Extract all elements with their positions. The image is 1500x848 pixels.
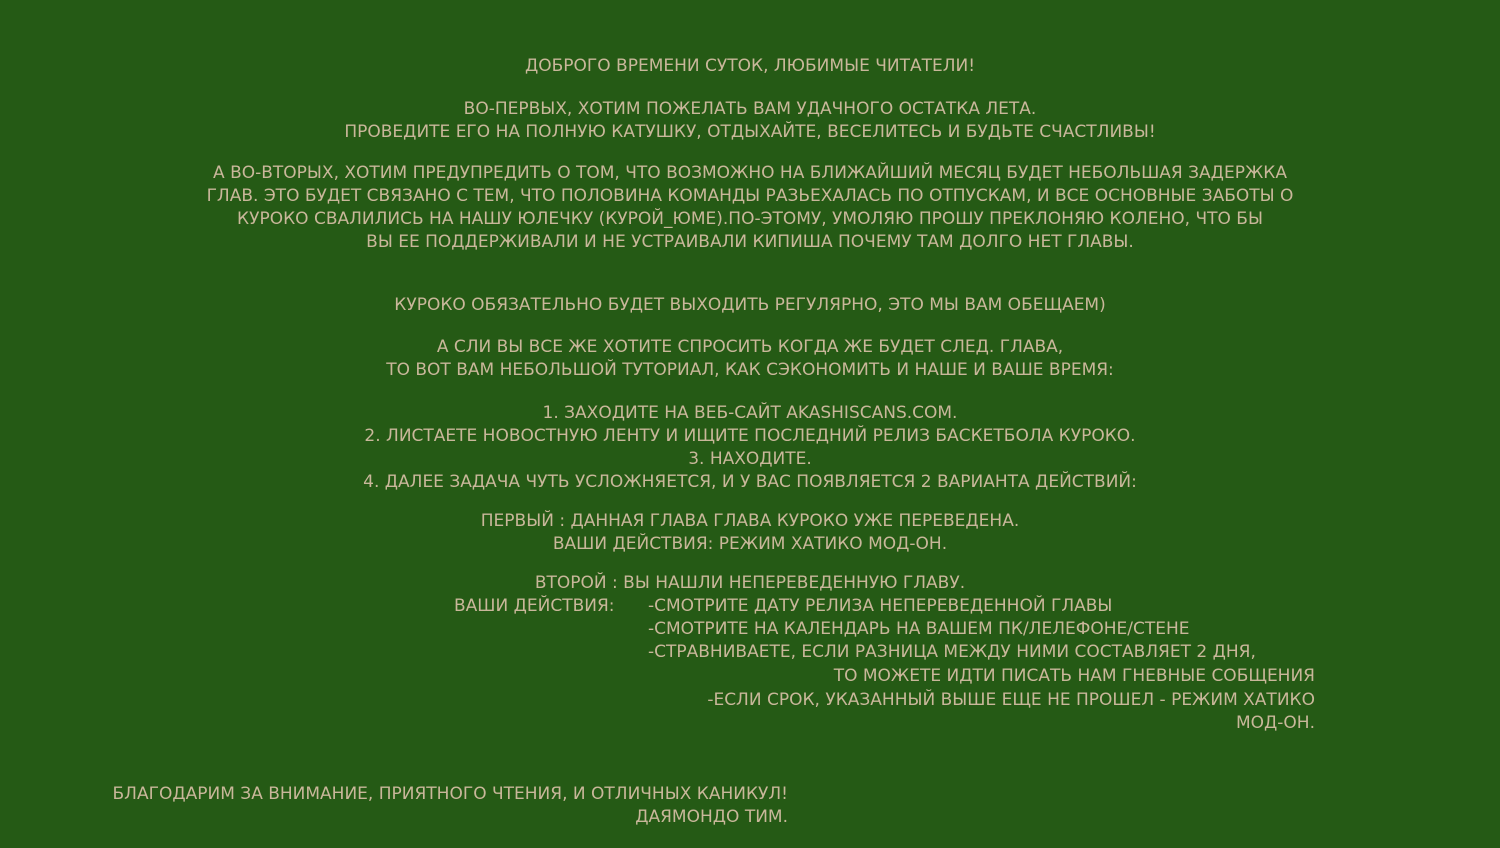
tutorial-intro-line: А СЛИ ВЫ ВСЕ ЖЕ ХОТИТЕ СПРОСИТЬ КОГДА ЖЕ БУДЕТ СЛЕД. ГЛАВА, bbox=[436, 337, 1064, 357]
greeting: ДОБРОГО ВРЕМЕНИ СУТОК, ЛЮБИМЫЕ ЧИТАТЕЛИ! bbox=[524, 56, 976, 76]
delay-notice-line: КУРОКО СВАЛИЛИСЬ НА НАШУ ЮЛЕЧКУ (КУРОЙ_ЮМЕ).ПО-ЭТОМУ, УМОЛЯЮ ПРОШУ ПРЕКЛОНЯЮ КОЛЕНО, ЧТО БЫ bbox=[237, 209, 1263, 229]
wish-line: ВО-ПЕРВЫХ, ХОТИМ ПОЖЕЛАТЬ ВАМ УДАЧНОГО ОСТАТКА ЛЕТА. bbox=[463, 99, 1037, 119]
option-second-action: -СМОТРИТЕ ДАТУ РЕЛИЗА НЕПЕРЕВЕДЕННОЙ ГЛАВЫ bbox=[648, 596, 1113, 616]
option-second-action: -ЕСЛИ СРОК, УКАЗАННЫЙ ВЫШЕ ЕЩЕ НЕ ПРОШЕЛ - РЕЖИМ ХАТИКО bbox=[707, 690, 1315, 710]
step-item: 3. НАХОДИТЕ. bbox=[688, 449, 812, 469]
step-item: 2. ЛИСТАЕТЕ НОВОСТНУЮ ЛЕНТУ И ИЩИТЕ ПОСЛЕДНИЙ РЕЛИЗ БАСКЕТБОЛА КУРОКО. bbox=[364, 426, 1136, 446]
promise-line: КУРОКО ОБЯЗАТЕЛЬНО БУДЕТ ВЫХОДИТЬ РЕГУЛЯРНО, ЭТО МЫ ВАМ ОБЕЩАЕМ) bbox=[394, 295, 1106, 315]
delay-notice-line: А ВО-ВТОРЫХ, ХОТИМ ПРЕДУПРЕДИТЬ О ТОМ, ЧТО ВОЗМОЖНО НА БЛИЖАЙШИЙ МЕСЯЦ БУДЕТ НЕБОЛЬШАЯ ЗАДЕРЖКА bbox=[213, 163, 1287, 183]
delay-notice-line: ГЛАВ. ЭТО БУДЕТ СВЯЗАНО С ТЕМ, ЧТО ПОЛОВИНА КОМАНДЫ РАЗЬЕХАЛАСЬ ПО ОТПУСКАМ, И ВСЕ ОСНОВНЫЕ ЗАБОТЫ О bbox=[206, 186, 1294, 206]
closing-line: БЛАГОДАРИМ ЗА ВНИМАНИЕ, ПРИЯТНОГО ЧТЕНИЯ, И ОТЛИЧНЫХ КАНИКУЛ! bbox=[112, 784, 788, 804]
step-item: 4. ДАЛЕЕ ЗАДАЧА ЧУТЬ УСЛОЖНЯЕТСЯ, И У ВАС ПОЯВЛЯЕТСЯ 2 ВАРИАНТА ДЕЙСТВИЙ: bbox=[363, 472, 1137, 492]
option-second-action: -СТРАВНИВАЕТЕ, ЕСЛИ РАЗНИЦА МЕЖДУ НИМИ СОСТАВЛЯЕТ 2 ДНЯ, bbox=[648, 642, 1256, 662]
option-second-heading: ВТОРОЙ : ВЫ НАШЛИ НЕПЕРЕВЕДЕННУЮ ГЛАВУ. bbox=[534, 573, 966, 593]
signature: ДАЯМОНДО ТИМ. bbox=[635, 807, 788, 827]
option-first-line: ВАШИ ДЕЙСТВИЯ: РЕЖИМ ХАТИКО МОД-ОН. bbox=[552, 534, 948, 554]
delay-notice-line: ВЫ ЕЕ ПОДДЕРЖИВАЛИ И НЕ УСТРАИВАЛИ КИПИША ПОЧЕМУ ТАМ ДОЛГО НЕТ ГЛАВЫ. bbox=[366, 232, 1134, 252]
option-first-line: ПЕРВЫЙ : ДАННАЯ ГЛАВА ГЛАВА КУРОКО УЖЕ ПЕРЕВЕДЕНА. bbox=[480, 511, 1020, 531]
option-second-action: ТО МОЖЕТЕ ИДТИ ПИСАТЬ НАМ ГНЕВНЫЕ СОБЩЕНИЯ bbox=[833, 666, 1315, 686]
option-second-action: -СМОТРИТЕ НА КАЛЕНДАРЬ НА ВАШЕМ ПК/ЛЕЛЕФОНЕ/СТЕНЕ bbox=[648, 619, 1190, 639]
wish-line: ПРОВЕДИТЕ ЕГО НА ПОЛНУЮ КАТУШКУ, ОТДЫХАЙТЕ, ВЕСЕЛИТЕСЬ И БУДЬТЕ СЧАСТЛИВЫ! bbox=[344, 122, 1156, 142]
step-item: 1. ЗАХОДИТЕ НА ВЕБ-САЙТ AKASHISCANS.COM. bbox=[542, 403, 958, 423]
tutorial-intro-line: ТО ВОТ ВАМ НЕБОЛЬШОЙ ТУТОРИАЛ, КАК СЭКОНОМИТЬ И НАШЕ И ВАШЕ ВРЕМЯ: bbox=[386, 360, 1114, 380]
option-second-actions-label: ВАШИ ДЕЙСТВИЯ: bbox=[454, 596, 615, 616]
option-second-action: МОД-ОН. bbox=[1235, 713, 1315, 733]
